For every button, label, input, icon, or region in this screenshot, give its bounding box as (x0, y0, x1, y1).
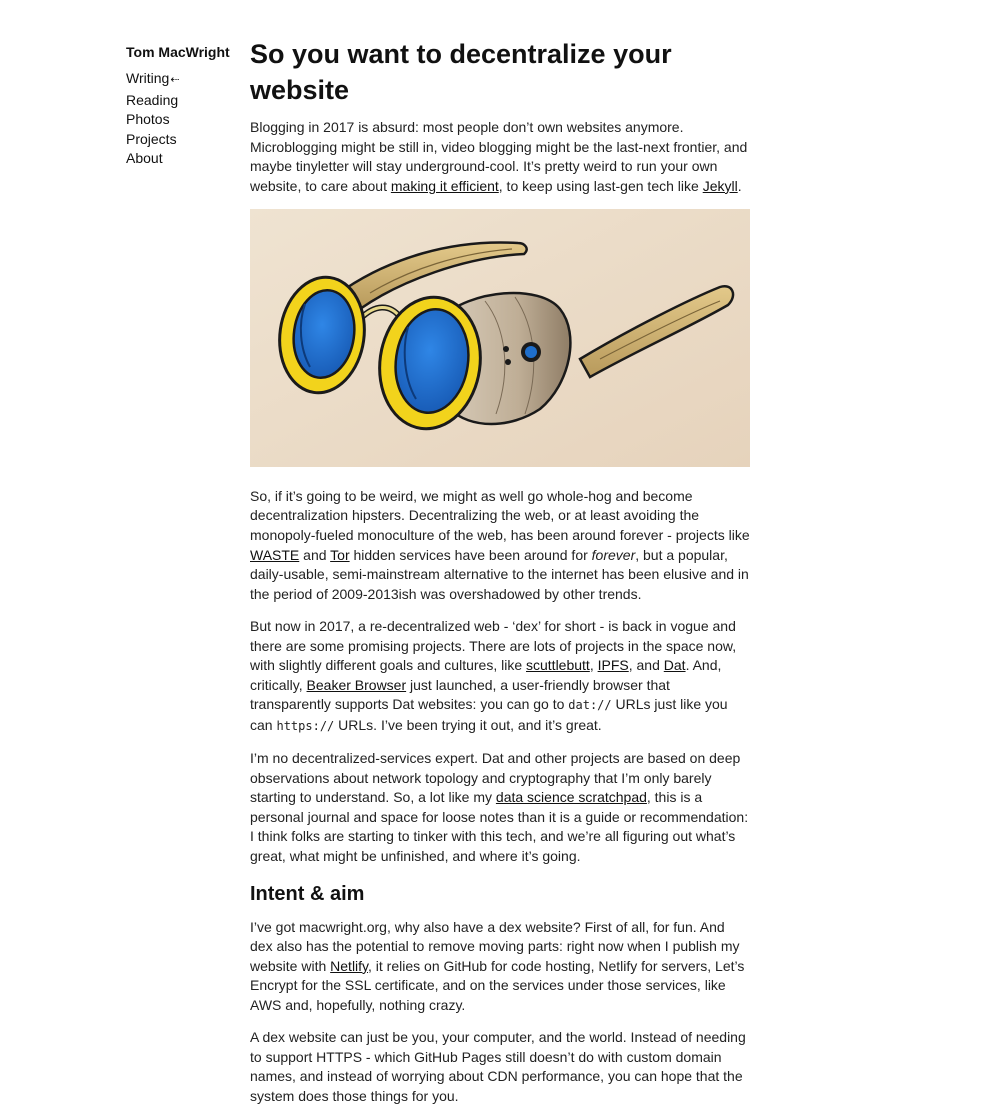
text: , but a popular, daily-usable, semi-mainstream alternative to the internet has been elusive and in the period of 2009-2013ish was overshadowed by other trends. (250, 546, 749, 602)
text: URLs just like you can (250, 696, 728, 733)
text: I’ve got macwright.org, why also have a dex website? First of all, for fun. And dex also has the potential to remove moving parts: right now when I publish my website with (250, 918, 740, 974)
paragraph-intro (250, 118, 750, 196)
section-heading-intent: Intent & aim (250, 882, 365, 905)
paragraph-expert (250, 749, 750, 867)
site-name[interactable]: Tom MacWright (126, 44, 230, 60)
article (250, 36, 750, 1119)
text: . (737, 177, 742, 194)
beaker-browser-link[interactable]: Beaker Browser (306, 676, 407, 693)
goggles-illustration (250, 209, 750, 467)
paragraph-dex-website (250, 1028, 750, 1106)
text: A dex website can just be you, your computer, and the world. Instead of needing to support HTTPS - which GitHub Pages still doesn’t do with custom domain names, and instead of worrying about CDN performance, you can hope that the system does those things for you. (250, 1029, 746, 1104)
jekyll-link[interactable]: Jekyll (702, 177, 738, 194)
dat-link[interactable]: Dat (663, 657, 686, 674)
text: But now in 2017, a re-decentralized web - ‘dex’ for short - is back in vogue and there are some promising projects. There are lots of projects in the space now, with slightly different goals and cultures, like (250, 617, 737, 674)
netlify-link[interactable]: Netlify (330, 957, 369, 974)
text: , this is a personal journal and space for loose notes than it is a guide or recommendation: I think folks are starting to tinker with this tech, and we’re all figuring out what’s great, what might be unfinished, and where it’s going. (250, 789, 749, 864)
text: , it relies on GitHub for code hosting, Netlify for servers, Let’s Encrypt for the SSL certificate, and on the services under those services, like AWS and, hopefully, nothing crazy. (250, 957, 745, 1013)
text: hidden services have been around for (349, 546, 592, 563)
nav-item-about[interactable]: About (126, 150, 163, 167)
emphasis: forever (591, 546, 636, 563)
paragraph-hipsters (250, 487, 750, 605)
ipfs-link[interactable]: IPFS (597, 657, 629, 674)
paragraph-macwright (250, 918, 750, 1016)
making-it-efficient-link[interactable]: making it efficient (390, 177, 499, 194)
text: URLs. I’ve been trying it out, and it’s great. (334, 716, 602, 733)
nav-item-writing[interactable] (126, 69, 236, 91)
code-dat: dat:// (568, 698, 612, 713)
nav-item-photos[interactable]: Photos (126, 111, 170, 128)
data-science-scratchpad-link[interactable]: data science scratchpad (495, 789, 647, 806)
text: . And, critically, (250, 657, 722, 693)
text: I’m no decentralized-services expert. Dat and other projects are based on deep observations about network topology and cryptography that I’m only barely starting to understand. So, a lot like my (250, 750, 741, 806)
scuttlebutt-link[interactable]: scuttlebutt (526, 657, 590, 674)
text: , to keep using last-gen tech like (498, 177, 703, 194)
text: , and (628, 657, 664, 674)
text: So, if it’s going to be weird, we might as well go whole-hog and become decentralization hipsters. Decentralizing the web, or at least avoiding the monopoly-fueled monoculture of the web, has been around forever - projects like (250, 487, 750, 544)
page-title: So you want to decentralize your website (250, 39, 672, 105)
tor-link[interactable]: Tor (330, 546, 350, 563)
waste-link[interactable]: WASTE (250, 546, 300, 563)
nav-item-label: Writing (126, 70, 170, 86)
nav-item-reading[interactable]: Reading (126, 91, 179, 108)
active-arrow-icon: ⇠ (170, 74, 180, 86)
text: Blogging in 2017 is absurd: most people don’t own websites anymore. Microblogging might be still in, video blogging might be the last-next frontier, and maybe tinyletter will stay underground-cool. It’s pretty weird to run your own website, to care about (250, 119, 748, 194)
text: , (589, 657, 598, 674)
paragraph-dex (250, 617, 750, 737)
text: and (299, 546, 331, 563)
sidebar (126, 44, 236, 169)
text: just launched, a user-friendly browser that transparently supports Dat websites: you can go to (250, 676, 670, 713)
nav-item-projects[interactable]: Projects (126, 130, 177, 147)
code-https: https:// (276, 718, 335, 733)
